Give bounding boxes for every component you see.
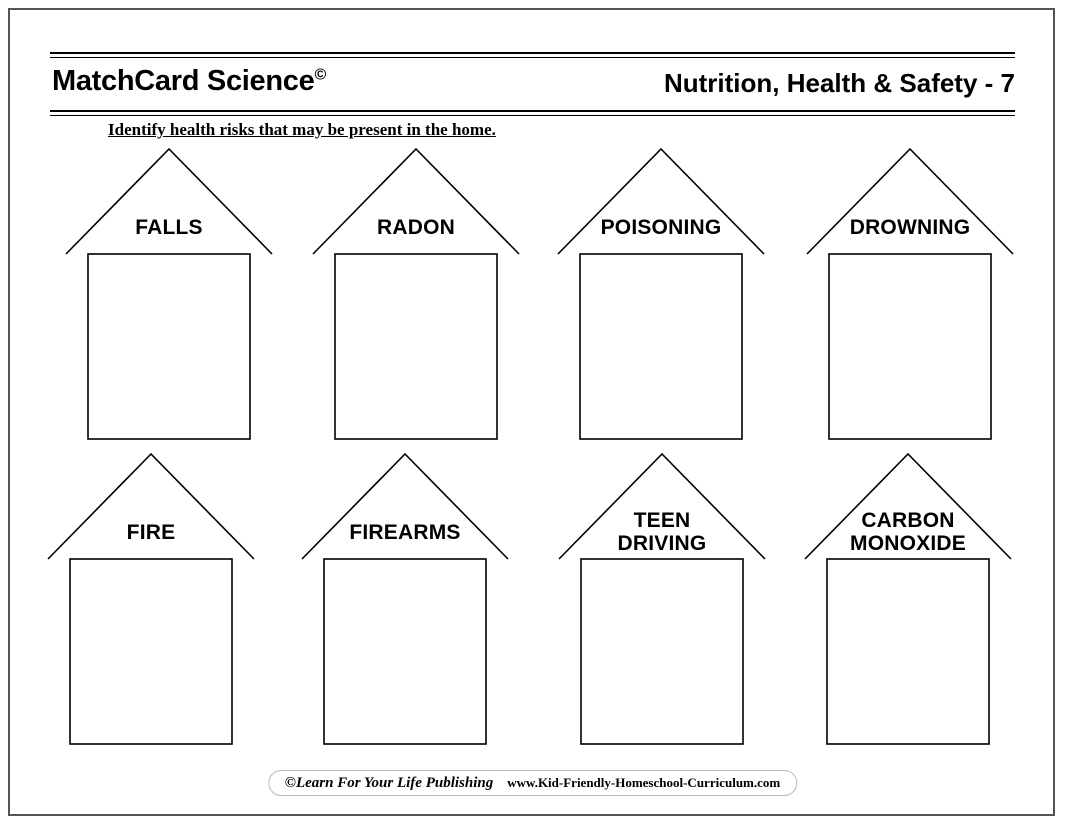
house-shape-icon	[311, 144, 521, 441]
house-label: POISONING	[600, 216, 722, 239]
house-shape-icon	[300, 449, 510, 746]
footer-pill	[268, 770, 797, 796]
footer-publisher: ©Learn For Your Life Publishing	[284, 774, 494, 791]
brand-text: MatchCard Science	[52, 65, 315, 97]
instruction-text: Identify health risks that may be present in the home.	[108, 120, 496, 139]
house-label: FIRE	[126, 521, 176, 544]
house-shape-icon	[46, 449, 256, 746]
house-label: FIREARMS	[349, 521, 461, 544]
house-label-line: TEEN	[633, 509, 691, 532]
header-divider-bottom-thin	[50, 115, 1015, 116]
house-label: DROWNING	[849, 216, 971, 239]
house-shape-icon	[805, 144, 1015, 441]
header-divider-top-thin	[50, 57, 1015, 58]
house-card[interactable]	[556, 144, 766, 441]
house-shape-icon	[556, 144, 766, 441]
house-card[interactable]	[300, 449, 510, 746]
house-label: RADON	[377, 216, 455, 239]
house-shape-icon	[803, 449, 1013, 746]
house-shape-icon	[557, 449, 767, 746]
worksheet-sheet	[22, 20, 1043, 806]
house-label-line: MONOXIDE	[850, 532, 966, 555]
house-card[interactable]	[46, 449, 256, 746]
house-card[interactable]	[805, 144, 1015, 441]
house-card[interactable]	[803, 449, 1013, 746]
house-card[interactable]	[311, 144, 521, 441]
house-label-line: DRIVING	[617, 532, 707, 555]
house-card[interactable]	[64, 144, 274, 441]
house-shape-icon	[64, 144, 274, 441]
house-label-line: CARBON	[861, 509, 955, 532]
house-label: FALLS	[135, 216, 203, 239]
header-divider-top	[50, 52, 1015, 54]
brand-title	[52, 65, 326, 98]
page-title: Nutrition, Health & Safety - 7	[663, 68, 1015, 98]
copyright-icon: ©	[314, 66, 326, 84]
footer-url[interactable]: www.Kid-Friendly-Homeschool-Curriculum.com	[507, 775, 781, 790]
house-grid	[22, 144, 1043, 762]
house-card[interactable]	[557, 449, 767, 746]
header-divider-bottom	[50, 110, 1015, 112]
